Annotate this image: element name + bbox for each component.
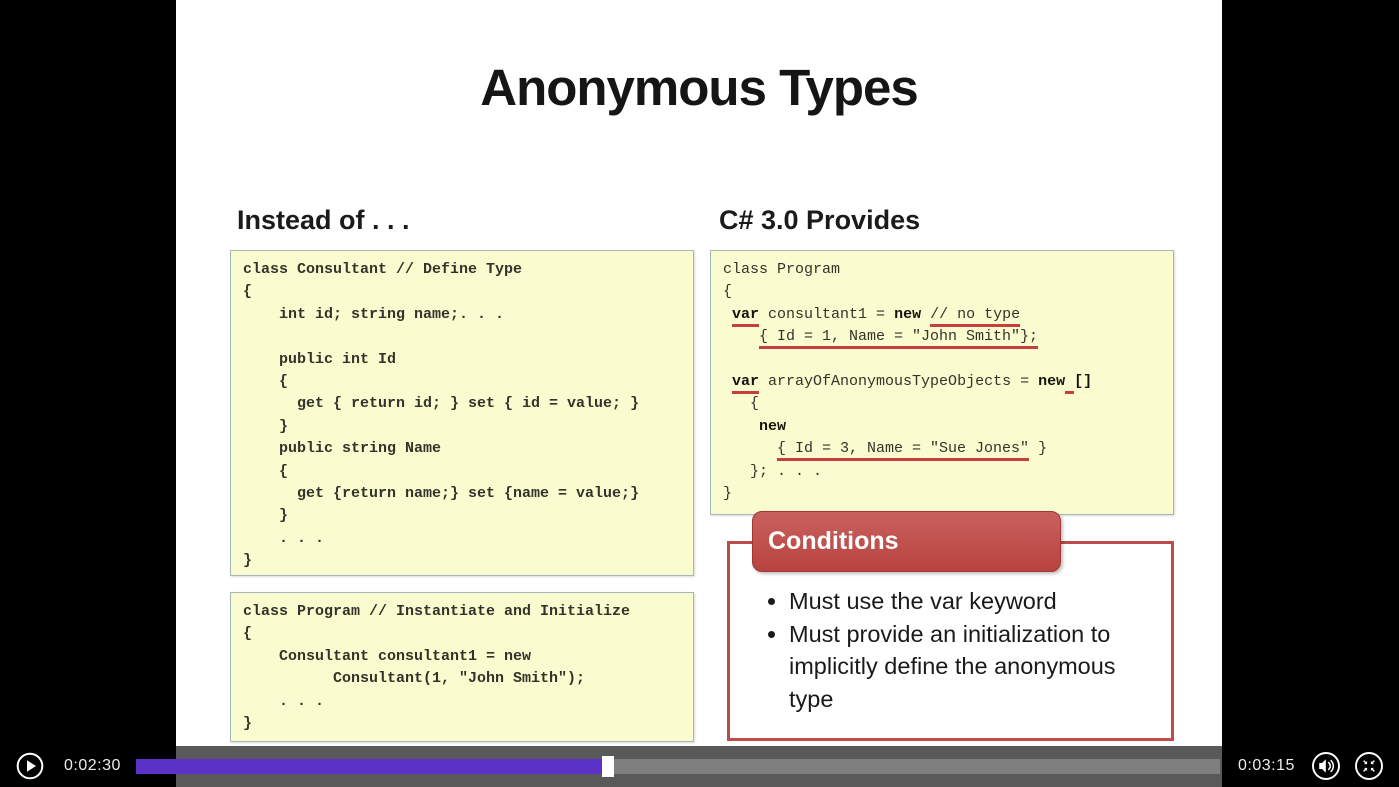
total-time: 0:03:15 [1238,757,1295,774]
conditions-title: Conditions [768,527,899,555]
play-icon[interactable] [16,752,44,780]
bullet-item: • Must provide an initialization to implicitly define the anonymous type [789,618,1157,716]
conditions-bullet-list [727,585,1157,715]
code-block-define-type: class Consultant // Define Type { int id; string name;. . . public int Id { get { return id; } set { id = value; } } public string Name { get {return name;} set {name = value;} } . . . } [230,250,694,576]
right-column-heading: C# 3.0 Provides [719,205,921,235]
code-block-anonymous-types: class Program { var consultant1 = new // no type { Id = 1, Name = "John Smith"}; var arrayOfAnonymousTypeObjects = new [] { new { Id = 3, Name = "Sue Jones" } }; . . . } [710,250,1174,515]
seek-progress-fill [136,759,608,774]
seek-bar[interactable] [136,759,1220,774]
exit-fullscreen-icon[interactable] [1354,751,1384,781]
left-column-heading: Instead of . . . [237,205,410,235]
volume-icon[interactable] [1311,751,1341,781]
seek-thumb[interactable] [602,756,614,777]
code-block-instantiate: class Program // Instantiate and Initialize { Consultant consultant1 = new Consultant(1, "John Smith"); . . . } [230,592,694,742]
playback-control-bar [0,746,1399,787]
current-time: 0:02:30 [64,757,121,774]
slide [176,0,1222,787]
bullet-item: • Must use the var keyword [789,585,1157,618]
slide-title: Anonymous Types [480,59,918,116]
conditions-title-tab [752,511,1061,572]
